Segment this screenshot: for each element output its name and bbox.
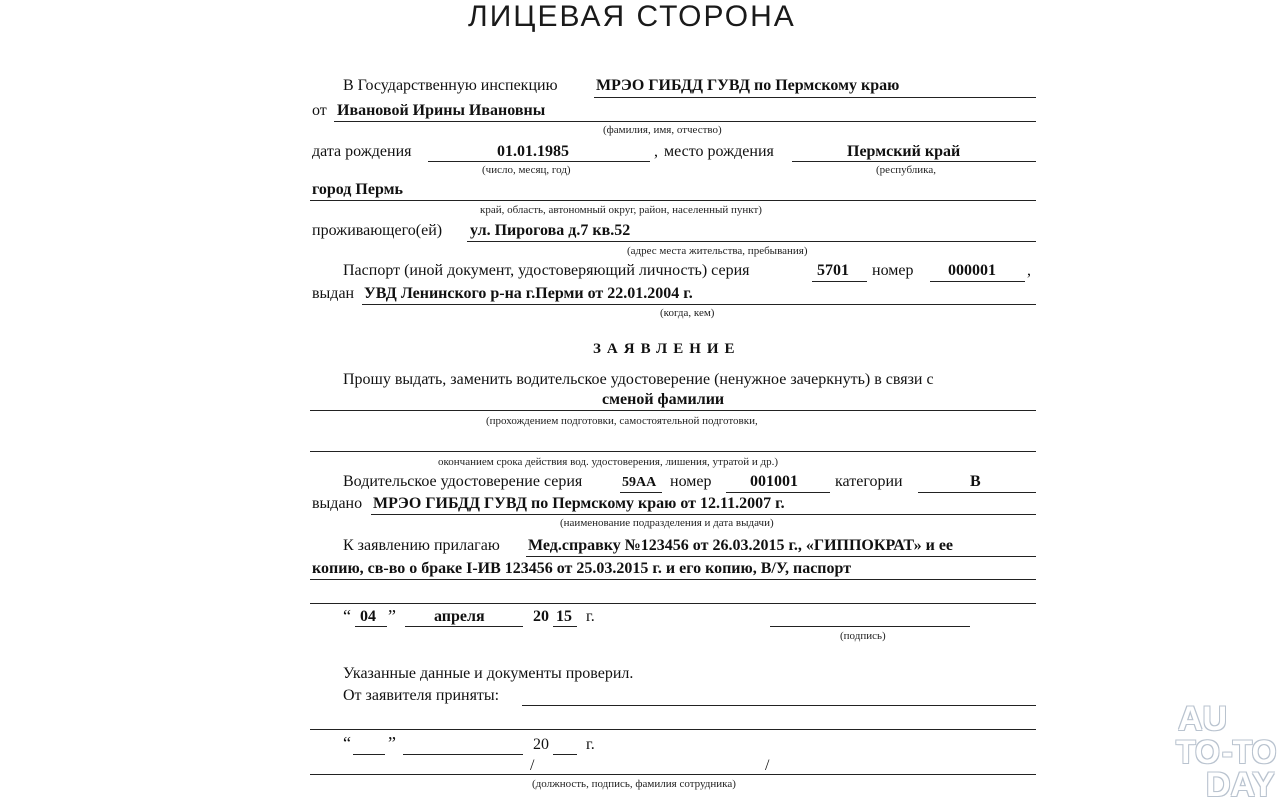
statement-request-text: Прошу выдать, заменить водительское удостоверение (ненужное зачеркнуть) в связи с — [343, 371, 934, 388]
statement-reason-value: сменой фамилии — [602, 391, 725, 408]
date-year-suffix: 15 — [556, 608, 572, 625]
signature-caption: (подпись) — [840, 630, 886, 642]
verification-underline-1 — [522, 705, 1036, 706]
date-day-underline — [355, 626, 387, 627]
signature-underline — [770, 626, 970, 627]
attachments-line-1: Мед.справку №123456 от 26.03.2015 г., «ГИППОКРАТ» и ее — [528, 537, 954, 554]
license-label: Водительское удостоверение серия — [343, 473, 583, 490]
date-month-underline — [405, 626, 523, 627]
passport-number: 000001 — [948, 262, 996, 279]
verification-caption: (должность, подпись, фамилия сотрудника) — [532, 778, 736, 790]
residence-value: ул. Пирогова д.7 кв.52 — [470, 222, 631, 239]
verification-close-quote: ” — [388, 733, 396, 753]
birth-city-underline — [310, 200, 1036, 201]
recipient-underline — [594, 97, 1036, 98]
date-year-underline — [553, 626, 577, 627]
license-number: 001001 — [750, 473, 798, 490]
license-issued-caption: (наименование подразделения и дата выдачи) — [560, 517, 774, 529]
birth-date-underline — [428, 161, 650, 162]
verification-open-quote: “ — [343, 733, 351, 753]
passport-number-label: номер — [872, 262, 914, 279]
verification-underline-2 — [310, 729, 1036, 730]
residence-label: проживающего(ей) — [312, 222, 443, 239]
birth-place-caption: (республика, — [876, 164, 936, 176]
statement-caption-1: (прохождением подготовки, самостоятельной подготовки, — [486, 415, 758, 427]
residence-caption: (адрес места жительства, пребывания) — [627, 245, 808, 257]
license-category-underline — [918, 492, 1036, 493]
applicant-name: Ивановой Ирины Ивановны — [337, 102, 546, 119]
verification-slash-2: / — [765, 757, 770, 774]
verification-line-1: Указанные данные и документы проверил. — [343, 665, 634, 682]
birth-city-value: город Пермь — [312, 181, 403, 198]
date-close-quote: ” — [388, 606, 396, 626]
birth-place-label: место рождения — [664, 143, 774, 160]
passport-number-underline — [930, 281, 1025, 282]
date-month: апреля — [434, 608, 485, 625]
attachments-underline-1 — [526, 556, 1036, 557]
residence-underline — [467, 241, 1036, 242]
birth-date-label: дата рождения — [312, 143, 412, 160]
license-series: 59АА — [622, 475, 657, 490]
verification-year-prefix: 20 — [533, 736, 549, 753]
license-issued-label: выдано — [312, 495, 363, 512]
watermark-to-2: -TO — [1222, 734, 1277, 770]
attachments-underline-3 — [310, 603, 1036, 604]
statement-reason-underline — [310, 410, 1036, 411]
statement-caption-2: окончанием срока действия вод. удостоверения, лишения, утратой и др.) — [438, 456, 778, 468]
recipient-prefix: В Государственную инспекцию — [343, 77, 558, 94]
license-category: В — [970, 473, 981, 490]
attachments-label: К заявлению прилагаю — [343, 537, 500, 554]
license-category-label: категории — [835, 473, 903, 490]
date-year-unit: г. — [586, 608, 595, 625]
birth-place-value: Пермский край — [847, 143, 961, 160]
verification-line-2: От заявителя приняты: — [343, 687, 500, 704]
license-number-underline — [726, 492, 830, 493]
birth-date-value: 01.01.1985 — [497, 143, 569, 160]
license-series-underline — [620, 492, 662, 493]
verification-year-underline — [553, 754, 577, 755]
date-open-quote: “ — [343, 606, 351, 626]
passport-series-underline — [812, 281, 867, 282]
license-issued-underline — [371, 514, 1036, 515]
license-issued-value: МРЭО ГИБДД ГУВД по Пермскому краю от 12.11.2007 г. — [373, 495, 785, 512]
statement-reason-underline-2 — [310, 451, 1036, 452]
birth-place-underline — [792, 161, 1036, 162]
passport-issued-label: выдан — [312, 285, 355, 302]
watermark-day: DAY — [1206, 766, 1275, 804]
attachments-line-2: копию, св-во о браке I-ИВ 123456 от 25.03.2015 г. и его копию, В/У, паспорт — [312, 560, 852, 577]
birth-separator: , — [654, 143, 658, 160]
applicant-name-caption: (фамилия, имя, отчество) — [603, 124, 722, 136]
watermark-to: TO — [1176, 734, 1220, 770]
verification-year-unit: г. — [586, 736, 595, 753]
date-day: 04 — [360, 608, 376, 625]
passport-trailing-comma: , — [1027, 262, 1031, 279]
passport-label: Паспорт (иной документ, удостоверяющий личность) серия — [343, 262, 750, 279]
verification-underline-3 — [310, 774, 1036, 775]
verification-day-underline — [353, 754, 385, 755]
birth-date-caption: (число, месяц, год) — [482, 164, 571, 176]
birth-city-caption: край, область, автономный округ, район, населенный пункт) — [480, 204, 762, 216]
passport-series: 5701 — [817, 262, 849, 279]
verification-month-underline — [403, 754, 523, 755]
recipient-value: МРЭО ГИБДД ГУВД по Пермскому краю — [596, 77, 900, 94]
date-year-prefix: 20 — [533, 608, 549, 625]
passport-issued-value: УВД Ленинского р-на г.Перми от 22.01.2004 г. — [364, 285, 693, 302]
watermark-au: AU — [1178, 700, 1228, 738]
license-number-label: номер — [670, 473, 712, 490]
attachments-underline-2 — [310, 579, 1036, 580]
from-label: от — [312, 102, 327, 119]
passport-issued-caption: (когда, кем) — [660, 307, 715, 319]
applicant-name-underline — [334, 121, 1036, 122]
passport-issued-underline — [362, 304, 1036, 305]
page-heading: ЛИЦЕВАЯ СТОРОНА — [468, 0, 796, 33]
verification-slash-1: / — [530, 757, 535, 774]
statement-title: ЗАЯВЛЕНИЕ — [593, 341, 741, 357]
